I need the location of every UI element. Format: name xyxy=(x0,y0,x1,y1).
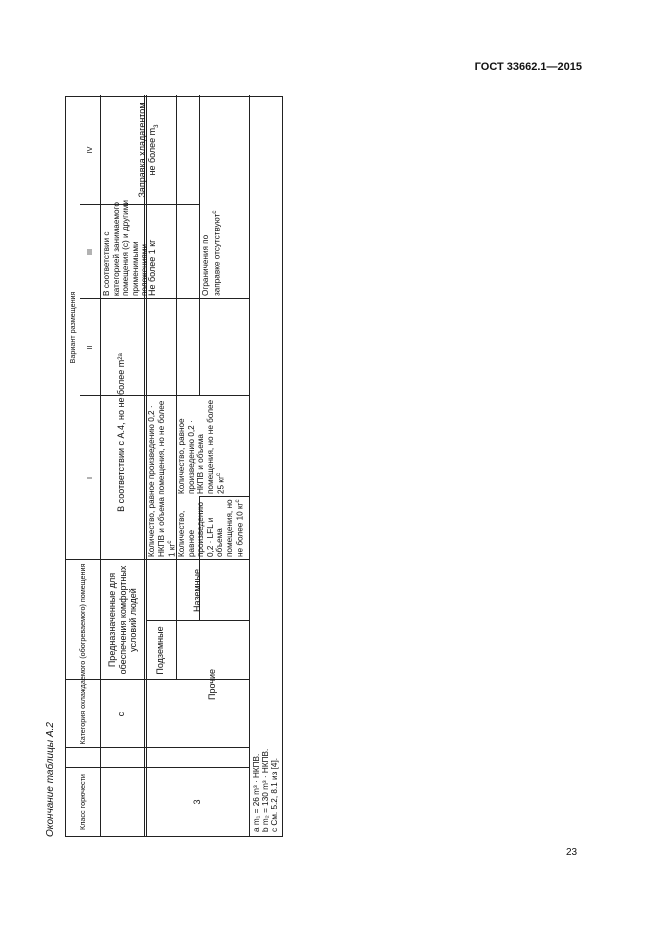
surface-II-sup: c xyxy=(216,473,222,477)
col-IV-sub: 3 xyxy=(153,124,160,128)
variant-header: Вариант размещения xyxy=(67,291,77,364)
subclass-cell: c xyxy=(116,711,127,717)
page-number: 23 xyxy=(566,847,578,858)
category-underground-cell: Подземные xyxy=(155,626,166,675)
col-III-header: III xyxy=(84,249,94,255)
category-other-cell: Прочие xyxy=(206,669,217,701)
col-IV-header: IV xyxy=(84,146,94,154)
footnote-b: b m₂ = 130 m³ · НКПВ. xyxy=(261,748,270,832)
col-I-header: I xyxy=(84,477,94,479)
class-value-cell: 3 xyxy=(191,799,202,805)
comfort-I-II-cell xyxy=(100,305,144,560)
underground-I-II-text: Количество, равное произведению 0,2 · НКПВ и объема помещения, но не более 1 кг xyxy=(147,400,177,557)
comfort-I-II-text: В соответствии с А.4, но не более m xyxy=(116,359,127,512)
col-II-header: II xyxy=(84,345,94,350)
surface-I-sup: c xyxy=(235,499,241,503)
table xyxy=(65,96,283,837)
underground-I-II-cell xyxy=(147,399,175,557)
col-IV-cell xyxy=(100,95,199,205)
document-header: ГОСТ 33662.1—2015 xyxy=(474,61,582,73)
surface-II-cell xyxy=(177,398,247,494)
col-IV-text: Заправка хладагентом не более m xyxy=(136,102,158,198)
table-caption: Окончание таблицы А.2 xyxy=(45,722,56,837)
footnote-c: c См. 5.2, 8.1 из [4]. xyxy=(270,757,279,832)
surface-III-text: Ограничения по заправке отсутствуют xyxy=(201,213,222,296)
underground-III-cell: Не более 1 кг xyxy=(147,239,157,296)
comfort-I-II-sub: 2 xyxy=(118,356,125,360)
footnote-a: a m₁ = 26 m³ · НКПВ. xyxy=(252,753,261,832)
category-comfort-cell: Предназначенные для обеспечения комфортных условий людей xyxy=(107,565,139,675)
surface-I-cell xyxy=(177,497,247,557)
surface-III-sup: c xyxy=(211,210,218,214)
rotated-table-block xyxy=(45,96,285,837)
surface-I-text: Количество, равное произведению 0,2 · LFL и объема помещения, но не более 10 кг xyxy=(177,499,245,557)
category-header: Категория охлаждаемого (обогреваемого) помещения xyxy=(77,563,87,745)
surface-II-text: Количество, равное произведению 0,2 · НКПВ и объема помещения, но не более 25 кг xyxy=(177,399,226,494)
category-surface-cell: Наземные xyxy=(191,568,202,613)
underground-I-II-sup: c xyxy=(167,540,173,544)
comfort-III-cell: В соответствии с категорией занимаемого помещения (с) и другими применимыми положениями xyxy=(102,200,149,296)
comfort-I-II-sup: a xyxy=(118,353,125,357)
surface-III-cell xyxy=(201,200,247,296)
class-header: Класс горючести xyxy=(77,774,87,830)
